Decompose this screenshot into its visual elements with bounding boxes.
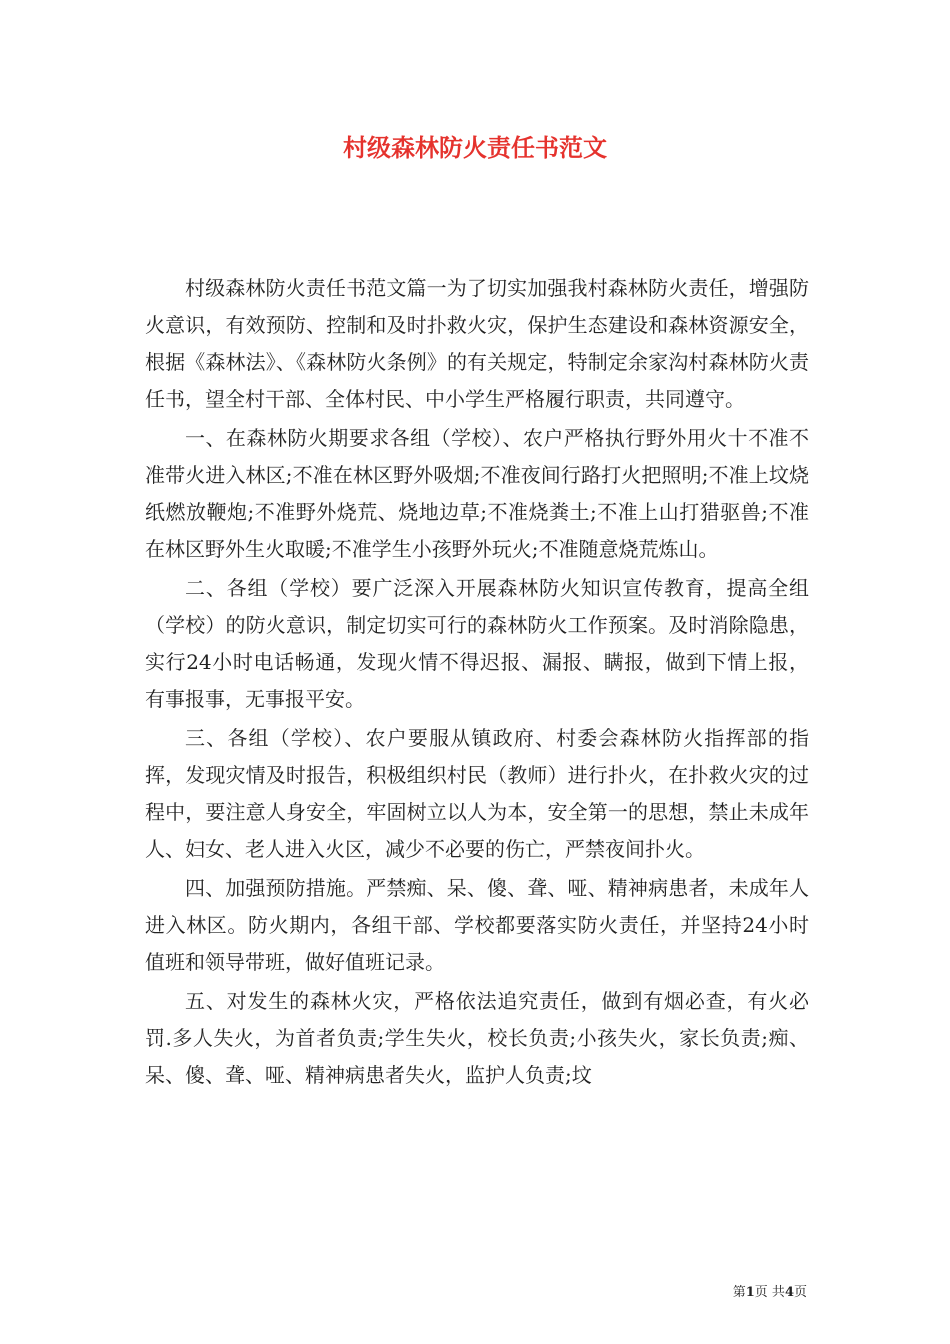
total-pages-number: 4	[784, 1285, 794, 1300]
footer-middle: 页 共	[754, 1285, 785, 1300]
paragraph-4: 四、加强预防措施。严禁痴、呆、傻、聋、哑、精神病患者，未成年人进入林区。防火期内，各组干部、学校都要落实防火责任，并坚持24小时值班和领导带班，做好值班记录。	[145, 876, 809, 974]
paragraph-2: 二、各组（学校）要广泛深入开展森林防火知识宣传教育，提高全组（学校）的防火意识，制定切实可行的森林防火工作预案。及时消除隐患，实行24小时电话畅通，发现火情不得迟报、漏报、瞒报，做到下情上报，有事报事，无事报平安。	[145, 576, 809, 711]
document-body	[145, 270, 809, 1096]
current-page-number: 1	[745, 1285, 755, 1300]
paragraph-intro: 村级森林防火责任书范文篇一为了切实加强我村森林防火责任，增强防火意识，有效预防、控制和及时扑救火灾，保护生态建设和森林资源安全，根据《森林法》、《森林防火条例》的有关规定，特制定余家沟村森林防火责任书，望全村干部、全体村民、中小学生严格履行职责，共同遵守。	[145, 276, 809, 411]
paragraph-3: 三、各组（学校）、农户要服从镇政府、村委会森林防火指挥部的指挥，发现灾情及时报告，积极组织村民（教师）进行扑火，在扑救火灾的过程中，要注意人身安全，牢固树立以人为本，安全第一的思想，禁止未成年人、妇女、老人进入火区，减少不必要的伤亡，严禁夜间扑火。	[145, 726, 809, 861]
footer-suffix: 页	[793, 1285, 807, 1300]
paragraph-5: 五、对发生的森林火灾，严格依法追究责任，做到有烟必查，有火必罚.多人失火，为首者负责;学生失火，校长负责;小孩失火，家长负责;痴、呆、傻、聋、哑、精神病患者失火，监护人负责;坟	[145, 989, 809, 1087]
paragraph-1: 一、在森林防火期要求各组（学校）、农户严格执行野外用火十不准不准带火进入林区;不准在林区野外吸烟;不准夜间行路打火把照明;不准上坟烧纸燃放鞭炮;不准野外烧荒、烧地边草;不准烧粪土;不准上山打猎驱兽;不准在林区野外生火取暖;不准学生小孩野外玩火;不准随意烧荒炼山。	[145, 426, 809, 561]
document-title: 村级森林防火责任书范文	[343, 133, 607, 162]
footer-prefix: 第	[732, 1285, 746, 1300]
page-footer	[733, 1284, 807, 1302]
